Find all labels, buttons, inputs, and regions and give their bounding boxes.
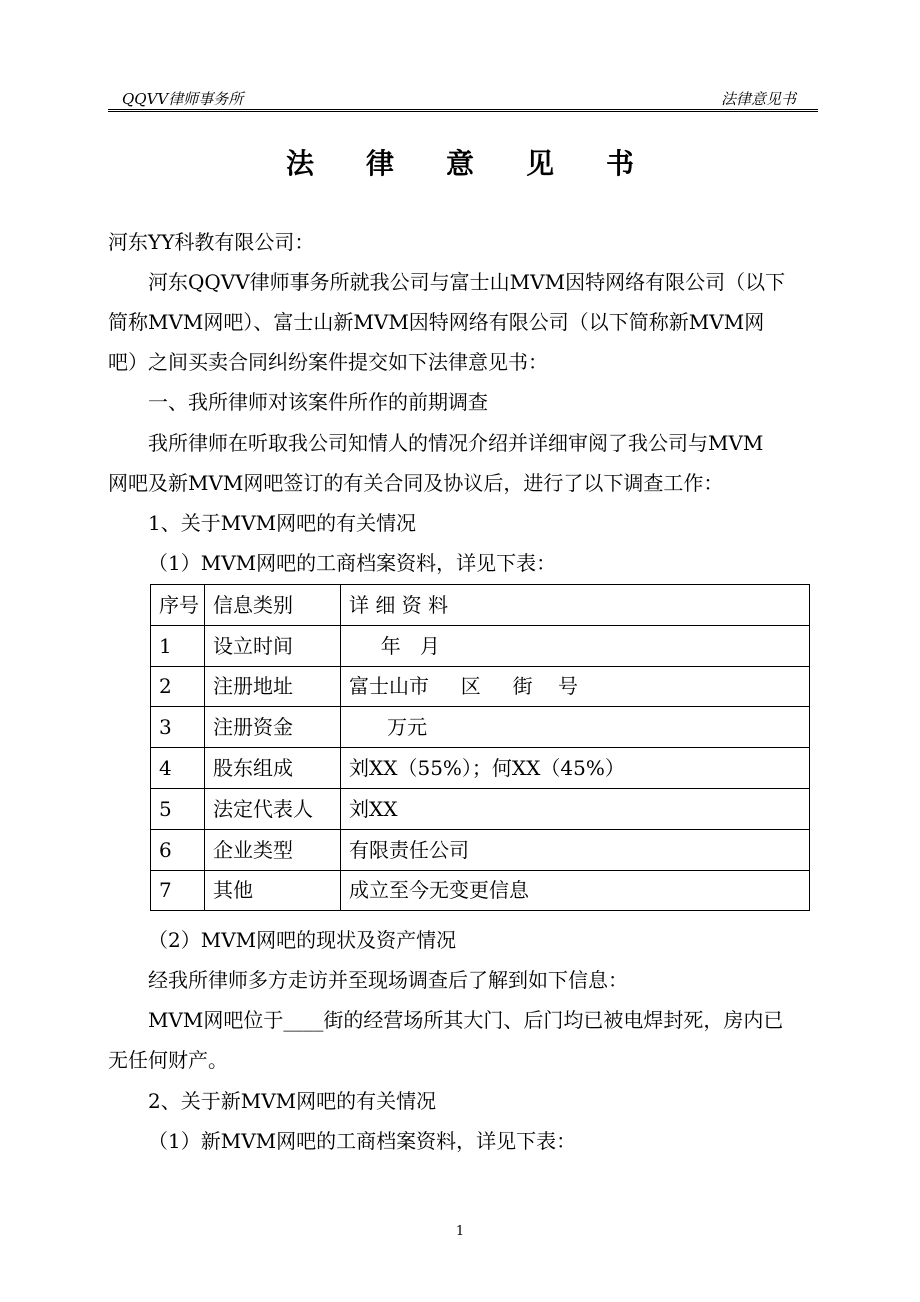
table-cell: 万元	[341, 707, 810, 748]
intro-line-3: 吧）之间买卖合同纠纷案件提交如下法律意见书：	[108, 350, 548, 374]
page-header	[108, 86, 816, 110]
table-cell: 6	[151, 829, 205, 870]
header-doc-type: 法律意见书	[720, 90, 796, 108]
header-rule-thin	[108, 111, 818, 112]
addressee: 河东YY科教有限公司：	[108, 230, 315, 254]
table-row	[151, 870, 810, 911]
table-cell: 刘XX（55%）；何XX（45%）	[341, 748, 810, 789]
findings-line-1: MVM网吧位于____街的经营场所其大门、后门均已被电焊封死，房内已	[148, 1008, 784, 1032]
table-row	[151, 748, 810, 789]
table-cell: 7	[151, 870, 205, 911]
table-cell: 3	[151, 707, 205, 748]
subsection-heading-2: （2）MVM网吧的现状及资产情况	[148, 928, 457, 952]
table-row	[151, 707, 810, 748]
table-cell: 年 月	[341, 625, 810, 666]
findings-intro: 经我所律师多方走访并至现场调查后了解到如下信息：	[148, 968, 628, 992]
page-number: 1	[455, 1224, 465, 1239]
table-cell: 成立至今无变更信息	[341, 870, 810, 911]
subsection-heading-1: 1、关于MVM网吧的有关情况	[148, 511, 417, 535]
table-cell: 法定代表人	[205, 788, 341, 829]
survey-line-2: 网吧及新MVM网吧签订的有关合同及协议后，进行了以下调查工作：	[108, 471, 724, 495]
intro-line-1: 河东QQVV律师事务所就我公司与富士山MVM因特网络有限公司（以下	[148, 270, 786, 294]
intro-line-2: 简称MVM网吧）、富士山新MVM因特网络有限公司（以下简称新MVM网	[108, 310, 765, 334]
table-row	[151, 788, 810, 829]
table-cell: 2	[151, 666, 205, 707]
table-cell: 企业类型	[205, 829, 341, 870]
table-row	[151, 625, 810, 666]
table-row	[151, 666, 810, 707]
subsection-heading-3: 2、关于新MVM网吧的有关情况	[148, 1089, 437, 1113]
table-cell: 股东组成	[205, 748, 341, 789]
table-header-cell: 信息类别	[205, 585, 341, 626]
registration-info-table	[150, 584, 810, 911]
table-header-row	[151, 585, 810, 626]
table-cell: 有限责任公司	[341, 829, 810, 870]
table-caption-1: （1）MVM网吧的工商档案资料，详见下表：	[148, 551, 557, 575]
table-cell: 5	[151, 788, 205, 829]
table-cell: 其他	[205, 870, 341, 911]
header-rule	[108, 109, 818, 110]
table-header-cell: 序号	[151, 585, 205, 626]
section-heading-1: 一、我所律师对该案件所作的前期调查	[148, 390, 488, 414]
document-title: 法律意见书	[285, 147, 686, 180]
header-firm-name: QQVV律师事务所	[122, 90, 244, 108]
table-cell: 富士山市 区 街 号	[341, 666, 810, 707]
table-cell: 1	[151, 625, 205, 666]
findings-line-2: 无任何财产。	[108, 1048, 228, 1072]
table-cell: 4	[151, 748, 205, 789]
table-caption-2: （1）新MVM网吧的工商档案资料，详见下表：	[148, 1129, 577, 1153]
survey-line-1: 我所律师在听取我公司知情人的情况介绍并详细审阅了我公司与MVM	[148, 431, 764, 455]
table-cell: 刘XX	[341, 788, 810, 829]
table-row	[151, 829, 810, 870]
table-cell: 设立时间	[205, 625, 341, 666]
table-header-cell: 详 细 资 料	[341, 585, 810, 626]
table-cell: 注册地址	[205, 666, 341, 707]
table-cell: 注册资金	[205, 707, 341, 748]
